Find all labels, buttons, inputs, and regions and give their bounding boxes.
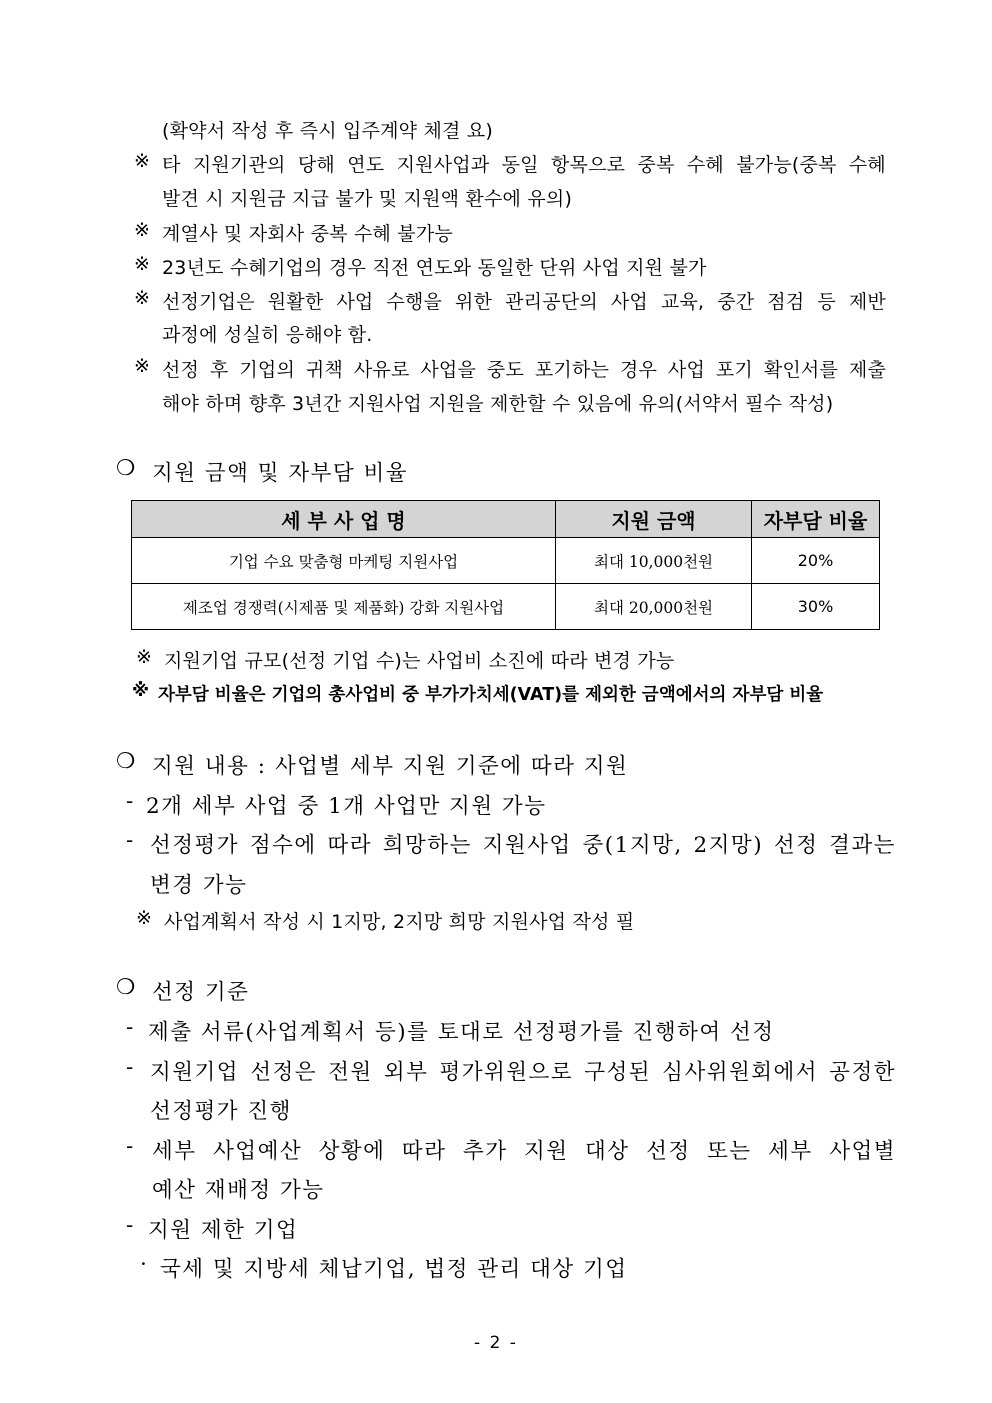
section-heading-support-content: 지원 내용 : 사업별 세부 지원 기준에 따라 지원 <box>152 754 629 779</box>
note-affiliates: 계열사 및 자회사 중복 수혜 불가능 <box>162 223 453 245</box>
note-business-plan: 사업계획서 작성 시 1지망, 2지망 희망 지원사업 작성 필 <box>164 911 635 933</box>
note-duplicate-benefit: 타 지원기관의 당해 연도 지원사업과 동일 항목으로 중복 수혜 불가능(중복 수혜 <box>162 154 886 176</box>
note-cooperation: 선정기업은 원활한 사업 수행을 위한 관리공단의 사업 교육, 중간 점검 등 제반 <box>162 291 886 313</box>
dash-bullet: - <box>126 828 135 853</box>
reference-mark-icon: ※ <box>134 287 151 309</box>
section-heading-selection-criteria: 선정 기준 <box>152 980 250 1005</box>
note-duplicate-benefit-cont: 발견 시 지원금 지급 불가 및 지원액 환수에 유의) <box>162 188 573 210</box>
circle-bullet-icon: ❍ <box>116 975 137 1000</box>
support-item-one-of-two: 2개 세부 사업 중 1개 사업만 지원 가능 <box>146 794 547 819</box>
reference-mark-icon: ※ <box>132 681 150 701</box>
dash-bullet: - <box>126 1134 135 1159</box>
section-heading-funding: 지원 금액 및 자부담 비율 <box>152 461 409 486</box>
reference-mark-icon: ※ <box>134 150 151 172</box>
criteria-committee-cont: 선정평가 진행 <box>150 1099 292 1124</box>
funding-table <box>131 500 880 630</box>
table-row <box>132 584 880 630</box>
circle-bullet-icon: ❍ <box>116 749 137 774</box>
column-header: 자부담 비율 <box>752 501 880 538</box>
table-header-row <box>132 501 880 538</box>
reference-mark-icon: ※ <box>134 355 151 377</box>
dash-bullet: - <box>126 1015 135 1040</box>
table-cell: 제조업 경쟁력(시제품 및 제품화) 강화 지원사업 <box>132 584 556 630</box>
criteria-restricted-detail: 국세 및 지방세 체납기업, 법정 관리 대상 기업 <box>160 1257 628 1282</box>
table-cell: 20% <box>752 538 880 584</box>
middle-dot-bullet: · <box>140 1252 149 1277</box>
table-cell: 기업 수요 맞춤형 마케팅 지원사업 <box>132 538 556 584</box>
criteria-committee: 지원기업 선정은 전원 외부 평가위원으로 구성된 심사위원회에서 공정한 <box>150 1060 896 1085</box>
table-cell: 최대 20,000천원 <box>556 584 752 630</box>
reference-mark-icon: ※ <box>136 646 153 668</box>
note-abandonment-cont: 해야 하며 향후 3년간 지원사업 지원을 제한할 수 있음에 유의(서약서 필수 작성) <box>162 393 834 415</box>
reference-mark-icon: ※ <box>136 907 153 929</box>
support-item-evaluation: 선정평가 점수에 따라 희망하는 지원사업 중(1지망, 2지망) 선정 결과는 <box>150 833 896 858</box>
dash-bullet: - <box>126 1213 135 1238</box>
page-number: - 2 - <box>474 1333 518 1353</box>
dash-bullet: - <box>126 789 135 814</box>
criteria-documents: 제출 서류(사업계획서 등)를 토대로 선정평가를 진행하여 선정 <box>148 1020 775 1045</box>
dash-bullet: - <box>126 1055 135 1080</box>
note-contract-line: (확약서 작성 후 즉시 입주계약 체결 요) <box>162 120 493 142</box>
table-row <box>132 538 880 584</box>
column-header: 세 부 사 업 명 <box>132 501 556 538</box>
table-cell: 30% <box>752 584 880 630</box>
criteria-restricted: 지원 제한 기업 <box>148 1218 299 1243</box>
note-abandonment: 선정 후 기업의 귀책 사유로 사업을 중도 포기하는 경우 사업 포기 확인서를 제출 <box>162 359 886 381</box>
criteria-budget-cont: 예산 재배정 가능 <box>152 1178 325 1203</box>
reference-mark-icon: ※ <box>134 219 151 241</box>
note-self-payment-ratio: 자부담 비율은 기업의 총사업비 중 부가가치세(VAT)를 제외한 금액에서의 자부담 비율 <box>158 685 824 705</box>
column-header: 지원 금액 <box>556 501 752 538</box>
table-cell: 최대 10,000천원 <box>556 538 752 584</box>
note-cooperation-cont: 과정에 성실히 응해야 함. <box>162 324 373 346</box>
support-item-evaluation-cont: 변경 가능 <box>150 873 248 898</box>
reference-mark-icon: ※ <box>134 253 151 275</box>
circle-bullet-icon: ❍ <box>116 456 137 481</box>
note-previous-year: 23년도 수혜기업의 경우 직전 연도와 동일한 단위 사업 지원 불가 <box>162 257 707 279</box>
criteria-budget: 세부 사업예산 상황에 따라 추가 지원 대상 선정 또는 세부 사업별 <box>152 1139 896 1164</box>
note-company-scale: 지원기업 규모(선정 기업 수)는 사업비 소진에 따라 변경 가능 <box>164 650 675 672</box>
